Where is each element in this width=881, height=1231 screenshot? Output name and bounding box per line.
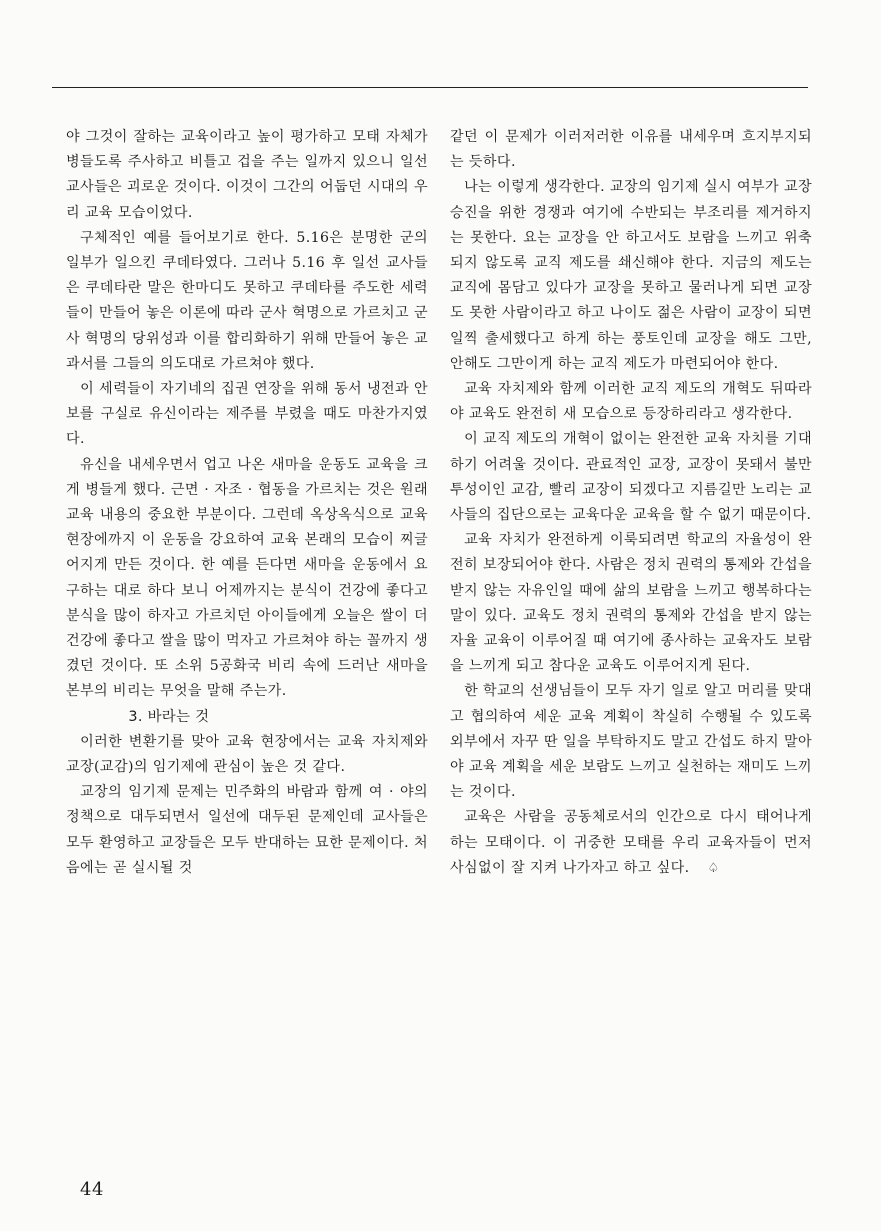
header-rule (52, 87, 808, 88)
paragraph: 교장의 임기제 문제는 민주화의 바람과 함께 여 · 야의 정책으로 대두되면서 일선에 대두된 문제인데 교사들은 모두 환영하고 교장들은 모두 반대하는 묘한 문제이다. 처음에는 곧 실시될 것 (66, 784, 428, 876)
right-column (450, 125, 812, 881)
paragraph: 한 학교의 선생님들이 모두 자기 일로 알고 머리를 맞대고 협의하여 세운 교육 계획이 착실히 수행될 수 있도록 외부에서 자꾸 딴 일을 부탁하지도 말고 간섭도 하지 말아야 교육 계획을 세운 보람도 느끼고 실천하는 재미도 느끼는 것이다. (450, 683, 812, 801)
paragraph: 이러한 변환기를 맞아 교육 현장에서는 교육 자치제와 교장(교감)의 임기제에 관심이 높은 것 같다. (66, 733, 428, 776)
paragraph-text: 교육은 사람을 공동체로서의 인간으로 다시 태어나게 하는 모태이다. 이 귀중한 모태를 우리 교육자들이 먼저 사심없이 잘 지켜 나가자고 하고 싶다. (450, 809, 812, 876)
section-heading: 3. 바라는 것 (128, 708, 210, 725)
paragraph: 이 교직 제도의 개혁이 없이는 완전한 교육 자치를 기대하기 어려울 것이다. 관료적인 교장, 교장이 못돼서 불만투성이인 교감, 빨리 교장이 되겠다고 지름길만 노리는 교사들의 집단으로는 교육다운 교육을 할 수 없기 때문이다. (450, 431, 812, 524)
paragraph: 같던 이 문제가 이러저러한 이유를 내세우며 흐지부지되는 듯하다. (450, 129, 812, 171)
paragraph: 야 그것이 잘하는 교육이라고 높이 평가하고 모태 자체가 병들도록 주사하고 비틀고 겁을 주는 일까지 있으니 일선 교사들은 괴로운 것이다. 이것이 그간의 어둡던 시대의 우리 교육 모습이었다. (66, 129, 428, 221)
paragraph: 구체적인 예를 들어보기로 한다. 5.16은 분명한 군의 일부가 일으킨 쿠데타였다. 그러나 5.16 후 일선 교사들은 쿠데타란 말은 한마디도 못하고 쿠데타를 주도한 세력들이 만들어 놓은 이론에 따라 군사 혁명으로 가르치고 군사 혁명의 당위성과 이를 합리화하기 위해 만들어 놓은 교과서를 그들의 의도대로 가르쳐야 했다. (66, 229, 428, 372)
page-number: 44 (80, 1179, 104, 1200)
end-mark-icon: ♤ (707, 860, 720, 876)
paragraph: 교육 자치가 완전하게 이룩되려면 학교의 자율성이 완전히 보장되어야 한다. 사람은 정치 권력의 통제와 간섭을 받지 않는 자유인일 때에 삶의 보람을 느끼고 행복하다는 말이 있다. 교육도 정치 권력의 통제와 간섭을 받지 않는 자율 교육이 이루어질 때 여기에 종사하는 교육자도 보람을 느끼게 되고 참다운 교육도 이루어지게 된다. (450, 532, 812, 675)
paragraph: 교육 자치제와 함께 이러한 교직 제도의 개혁도 뒤따라야 교육도 완전히 새 모습으로 등장하리라고 생각한다. (450, 381, 812, 423)
paragraph: 유신을 내세우면서 업고 나온 새마을 운동도 교육을 크게 병들게 했다. 근면 · 자조 · 협동을 가르치는 것은 원래 교육 내용의 중요한 부분이다. 그런데 옥상옥식으로 교육 현장에까지 이 운동을 강요하여 교육 본래의 모습이 찌글어지게 만든 것이다. 한 예를 든다면 새마을 운동에서 요구하는 대로 하다 보니 어제까지는 분식이 건강에 좋다고 분식을 많이 하자고 가르치던 아이들에게 오늘은 쌀이 더 건강에 좋다고 쌀을 많이 먹자고 가르쳐야 하는 꼴까지 생겼던 것이다. 또 소위 5공화국 비리 속에 드러난 새마을 본부의 비리는 무엇을 말해 주는가. (66, 456, 428, 700)
left-column (66, 125, 428, 881)
paragraph: 나는 이렇게 생각한다. 교장의 임기제 실시 여부가 교장 승진을 위한 경쟁과 여기에 수반되는 부조리를 제거하지는 못한다. 요는 교장을 안 하고서도 보람을 느끼고 위축되지 않도록 교직 제도를 쇄신해야 한다. 지금의 제도는 교직에 몸담고 있다가 교장을 못하고 물러나게 되면 교장도 못한 사람이라고 하고 나이도 젊은 사람이 교장이 되면 일찍 출세했다고 하게 하는 풍토인데 교장을 해도 그만, 안해도 그만이게 하는 교직 제도가 마련되어야 한다. (450, 179, 812, 372)
paragraph: 이 세력들이 자기네의 집권 연장을 위해 동서 냉전과 안보를 구실로 유신이라는 제주를 부렸을 때도 마찬가지였다. (66, 381, 428, 448)
paragraph-with-end-mark (450, 805, 812, 881)
